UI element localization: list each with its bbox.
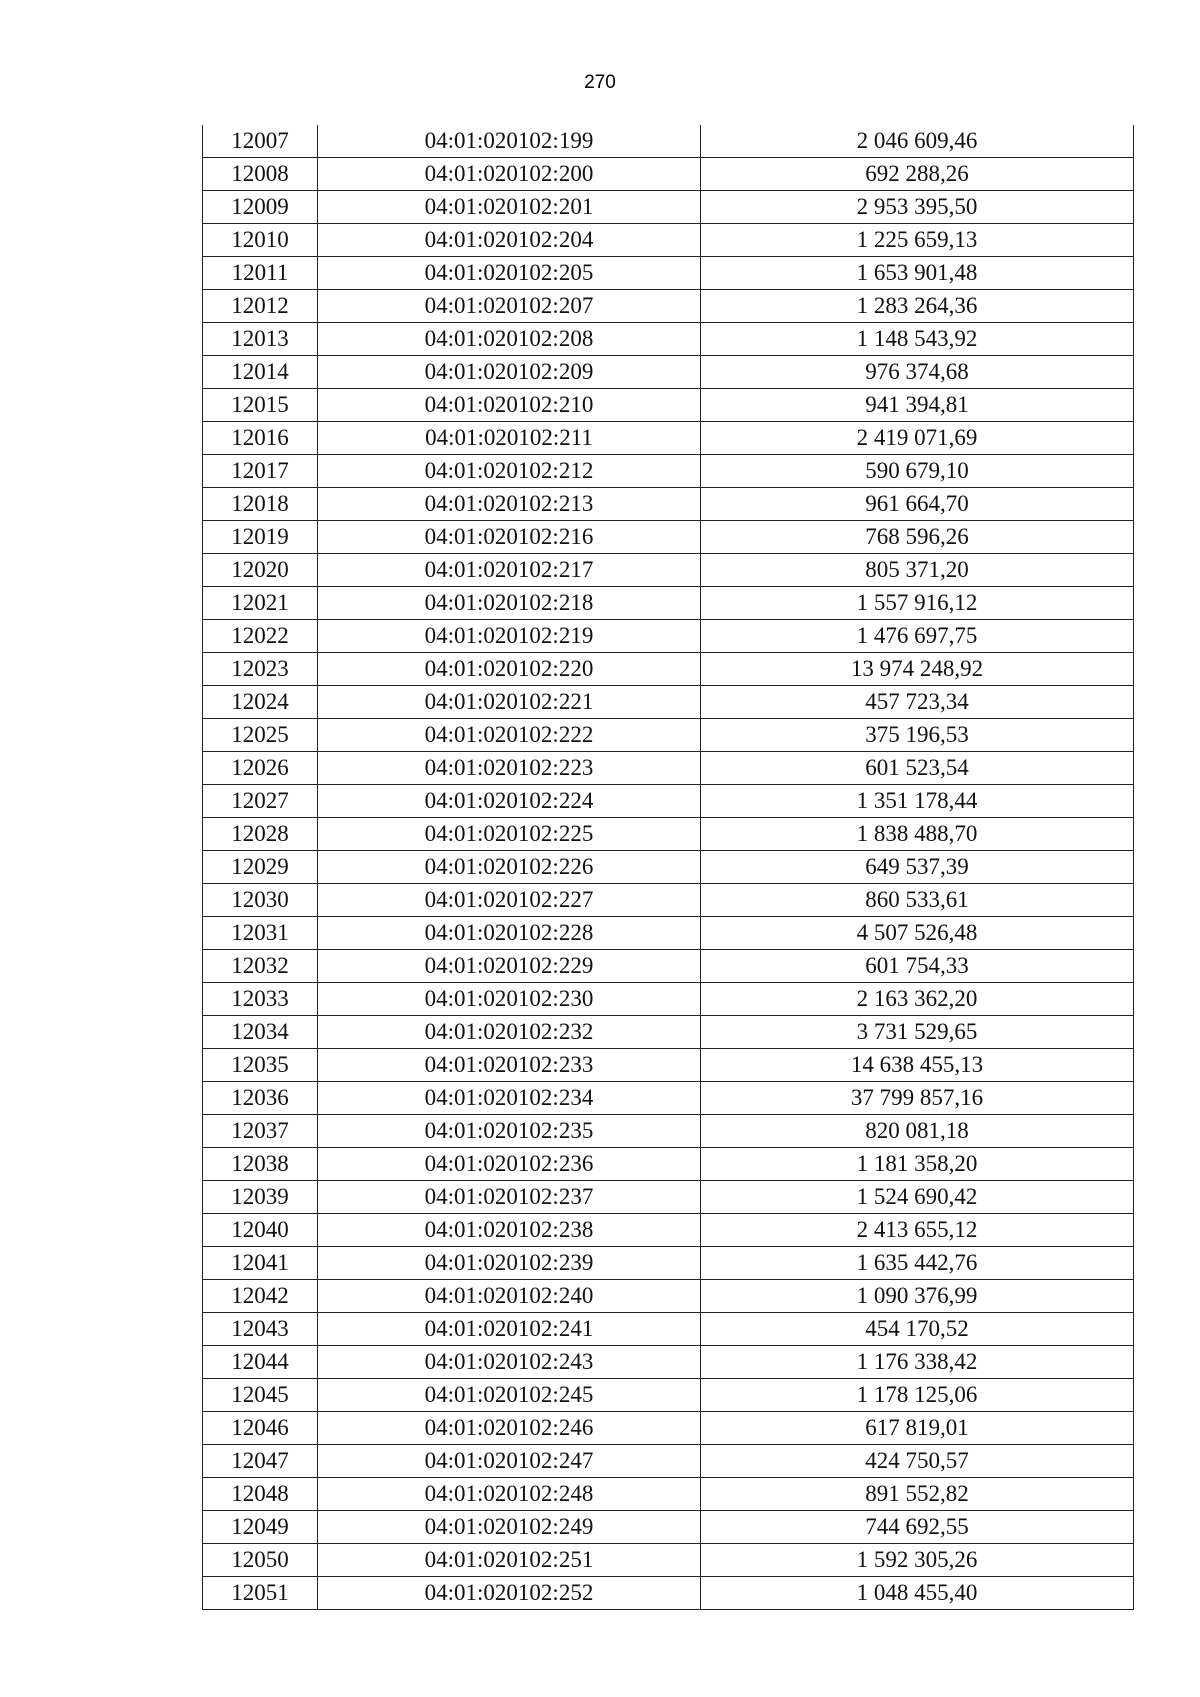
cadastral-number-cell: 04:01:020102:249	[318, 1511, 701, 1544]
cadastral-value-cell: 1 225 659,13	[701, 224, 1134, 257]
cadastral-value-cell: 375 196,53	[701, 719, 1134, 752]
row-number-cell: 12045	[203, 1379, 318, 1412]
row-number-cell: 12039	[203, 1181, 318, 1214]
table-row	[203, 1412, 1134, 1445]
table-row	[203, 1247, 1134, 1280]
cadastral-number-cell: 04:01:020102:219	[318, 620, 701, 653]
cadastral-value-cell: 860 533,61	[701, 884, 1134, 917]
row-number-cell: 12009	[203, 191, 318, 224]
row-number-cell: 12026	[203, 752, 318, 785]
cadastral-value-cell: 617 819,01	[701, 1412, 1134, 1445]
row-number-cell: 12021	[203, 587, 318, 620]
cadastral-number-cell: 04:01:020102:251	[318, 1544, 701, 1577]
cadastral-number-cell: 04:01:020102:237	[318, 1181, 701, 1214]
table-row	[203, 1148, 1134, 1181]
row-number-cell: 12038	[203, 1148, 318, 1181]
table-row	[203, 191, 1134, 224]
cadastral-number-cell: 04:01:020102:234	[318, 1082, 701, 1115]
cadastral-number-cell: 04:01:020102:233	[318, 1049, 701, 1082]
cadastral-value-cell: 1 838 488,70	[701, 818, 1134, 851]
row-number-cell: 12028	[203, 818, 318, 851]
table-row	[203, 1544, 1134, 1577]
table-row	[203, 1115, 1134, 1148]
table-row	[203, 521, 1134, 554]
cadastral-number-cell: 04:01:020102:235	[318, 1115, 701, 1148]
cadastral-number-cell: 04:01:020102:209	[318, 356, 701, 389]
table-row	[203, 1049, 1134, 1082]
cadastral-value-cell: 961 664,70	[701, 488, 1134, 521]
row-number-cell: 12051	[203, 1577, 318, 1610]
cadastral-value-cell: 1 653 901,48	[701, 257, 1134, 290]
cadastral-number-cell: 04:01:020102:204	[318, 224, 701, 257]
cadastral-number-cell: 04:01:020102:208	[318, 323, 701, 356]
table-row	[203, 224, 1134, 257]
cadastral-value-cell: 1 176 338,42	[701, 1346, 1134, 1379]
row-number-cell: 12035	[203, 1049, 318, 1082]
cadastral-number-cell: 04:01:020102:238	[318, 1214, 701, 1247]
table-row	[203, 620, 1134, 653]
row-number-cell: 12047	[203, 1445, 318, 1478]
row-number-cell: 12025	[203, 719, 318, 752]
table-row	[203, 818, 1134, 851]
cadastral-value-cell: 1 178 125,06	[701, 1379, 1134, 1412]
cadastral-value-cell: 13 974 248,92	[701, 653, 1134, 686]
cadastral-number-cell: 04:01:020102:213	[318, 488, 701, 521]
table-row	[203, 785, 1134, 818]
cadastral-number-cell: 04:01:020102:217	[318, 554, 701, 587]
cadastral-value-table	[202, 125, 1134, 1610]
cadastral-value-cell: 1 181 358,20	[701, 1148, 1134, 1181]
cadastral-number-cell: 04:01:020102:240	[318, 1280, 701, 1313]
cadastral-number-cell: 04:01:020102:220	[318, 653, 701, 686]
cadastral-number-cell: 04:01:020102:245	[318, 1379, 701, 1412]
table-row	[203, 587, 1134, 620]
cadastral-value-cell: 1 048 455,40	[701, 1577, 1134, 1610]
table-row	[203, 158, 1134, 191]
cadastral-value-cell: 454 170,52	[701, 1313, 1134, 1346]
cadastral-value-cell: 1 557 916,12	[701, 587, 1134, 620]
row-number-cell: 12032	[203, 950, 318, 983]
table-row	[203, 1181, 1134, 1214]
table-row	[203, 356, 1134, 389]
cadastral-number-cell: 04:01:020102:201	[318, 191, 701, 224]
cadastral-value-cell: 1 283 264,36	[701, 290, 1134, 323]
row-number-cell: 12041	[203, 1247, 318, 1280]
table-row	[203, 1016, 1134, 1049]
table-row	[203, 917, 1134, 950]
row-number-cell: 12034	[203, 1016, 318, 1049]
page-number: 270	[584, 72, 616, 93]
cadastral-value-cell: 2 419 071,69	[701, 422, 1134, 455]
cadastral-value-cell: 1 635 442,76	[701, 1247, 1134, 1280]
cadastral-value-cell: 1 148 543,92	[701, 323, 1134, 356]
row-number-cell: 12012	[203, 290, 318, 323]
cadastral-value-cell: 976 374,68	[701, 356, 1134, 389]
cadastral-value-cell: 1 351 178,44	[701, 785, 1134, 818]
table-row	[203, 554, 1134, 587]
row-number-cell: 12029	[203, 851, 318, 884]
cadastral-value-cell: 3 731 529,65	[701, 1016, 1134, 1049]
row-number-cell: 12043	[203, 1313, 318, 1346]
table-row	[203, 1082, 1134, 1115]
cadastral-value-cell: 457 723,34	[701, 686, 1134, 719]
cadastral-number-cell: 04:01:020102:232	[318, 1016, 701, 1049]
cadastral-value-cell: 2 953 395,50	[701, 191, 1134, 224]
cadastral-value-cell: 37 799 857,16	[701, 1082, 1134, 1115]
cadastral-number-cell: 04:01:020102:224	[318, 785, 701, 818]
cadastral-number-cell: 04:01:020102:218	[318, 587, 701, 620]
cadastral-number-cell: 04:01:020102:200	[318, 158, 701, 191]
cadastral-value-cell: 601 754,33	[701, 950, 1134, 983]
table-row	[203, 1577, 1134, 1610]
cadastral-number-cell: 04:01:020102:227	[318, 884, 701, 917]
cadastral-number-cell: 04:01:020102:207	[318, 290, 701, 323]
cadastral-value-cell: 2 413 655,12	[701, 1214, 1134, 1247]
row-number-cell: 12049	[203, 1511, 318, 1544]
cadastral-number-cell: 04:01:020102:236	[318, 1148, 701, 1181]
cadastral-number-cell: 04:01:020102:222	[318, 719, 701, 752]
cadastral-number-cell: 04:01:020102:205	[318, 257, 701, 290]
table-row	[203, 983, 1134, 1016]
cadastral-value-cell: 820 081,18	[701, 1115, 1134, 1148]
row-number-cell: 12036	[203, 1082, 318, 1115]
cadastral-value-cell: 2 046 609,46	[701, 125, 1134, 158]
cadastral-number-cell: 04:01:020102:230	[318, 983, 701, 1016]
cadastral-number-cell: 04:01:020102:210	[318, 389, 701, 422]
cadastral-number-cell: 04:01:020102:239	[318, 1247, 701, 1280]
cadastral-value-cell: 744 692,55	[701, 1511, 1134, 1544]
row-number-cell: 12030	[203, 884, 318, 917]
table-row	[203, 1379, 1134, 1412]
row-number-cell: 12016	[203, 422, 318, 455]
cadastral-value-cell: 2 163 362,20	[701, 983, 1134, 1016]
row-number-cell: 12040	[203, 1214, 318, 1247]
cadastral-number-cell: 04:01:020102:226	[318, 851, 701, 884]
row-number-cell: 12013	[203, 323, 318, 356]
table-row	[203, 1511, 1134, 1544]
table-row	[203, 323, 1134, 356]
table-row	[203, 422, 1134, 455]
row-number-cell: 12046	[203, 1412, 318, 1445]
table-row	[203, 653, 1134, 686]
cadastral-value-cell: 14 638 455,13	[701, 1049, 1134, 1082]
row-number-cell: 12011	[203, 257, 318, 290]
cadastral-number-cell: 04:01:020102:248	[318, 1478, 701, 1511]
table-row	[203, 1445, 1134, 1478]
cadastral-value-cell: 805 371,20	[701, 554, 1134, 587]
row-number-cell: 12027	[203, 785, 318, 818]
row-number-cell: 12033	[203, 983, 318, 1016]
table-row	[203, 851, 1134, 884]
cadastral-number-cell: 04:01:020102:211	[318, 422, 701, 455]
cadastral-number-cell: 04:01:020102:243	[318, 1346, 701, 1379]
row-number-cell: 12037	[203, 1115, 318, 1148]
cadastral-value-cell: 1 090 376,99	[701, 1280, 1134, 1313]
cadastral-value-cell: 1 524 690,42	[701, 1181, 1134, 1214]
row-number-cell: 12048	[203, 1478, 318, 1511]
cadastral-value-cell: 424 750,57	[701, 1445, 1134, 1478]
cadastral-number-cell: 04:01:020102:225	[318, 818, 701, 851]
table-row	[203, 1280, 1134, 1313]
table-row	[203, 719, 1134, 752]
table-row	[203, 290, 1134, 323]
row-number-cell: 12050	[203, 1544, 318, 1577]
row-number-cell: 12017	[203, 455, 318, 488]
row-number-cell: 12019	[203, 521, 318, 554]
table-row	[203, 1214, 1134, 1247]
cadastral-value-cell: 4 507 526,48	[701, 917, 1134, 950]
cadastral-value-cell: 768 596,26	[701, 521, 1134, 554]
row-number-cell: 12020	[203, 554, 318, 587]
cadastral-number-cell: 04:01:020102:229	[318, 950, 701, 983]
cadastral-value-cell: 941 394,81	[701, 389, 1134, 422]
table-row	[203, 950, 1134, 983]
table-row	[203, 884, 1134, 917]
row-number-cell: 12042	[203, 1280, 318, 1313]
row-number-cell: 12044	[203, 1346, 318, 1379]
row-number-cell: 12008	[203, 158, 318, 191]
cadastral-number-cell: 04:01:020102:223	[318, 752, 701, 785]
row-number-cell: 12022	[203, 620, 318, 653]
cadastral-value-cell: 590 679,10	[701, 455, 1134, 488]
table-row	[203, 1478, 1134, 1511]
cadastral-value-cell: 1 476 697,75	[701, 620, 1134, 653]
cadastral-number-cell: 04:01:020102:247	[318, 1445, 701, 1478]
table-row	[203, 125, 1134, 158]
table-row	[203, 752, 1134, 785]
table-row	[203, 488, 1134, 521]
table-row	[203, 257, 1134, 290]
cadastral-number-cell: 04:01:020102:199	[318, 125, 701, 158]
row-number-cell: 12010	[203, 224, 318, 257]
cadastral-number-cell: 04:01:020102:246	[318, 1412, 701, 1445]
table-row	[203, 1346, 1134, 1379]
row-number-cell: 12031	[203, 917, 318, 950]
cadastral-number-cell: 04:01:020102:216	[318, 521, 701, 554]
row-number-cell: 12014	[203, 356, 318, 389]
table-row	[203, 686, 1134, 719]
cadastral-number-cell: 04:01:020102:241	[318, 1313, 701, 1346]
cadastral-number-cell: 04:01:020102:221	[318, 686, 701, 719]
row-number-cell: 12015	[203, 389, 318, 422]
cadastral-value-cell: 1 592 305,26	[701, 1544, 1134, 1577]
cadastral-number-cell: 04:01:020102:228	[318, 917, 701, 950]
cadastral-number-cell: 04:01:020102:212	[318, 455, 701, 488]
row-number-cell: 12018	[203, 488, 318, 521]
row-number-cell: 12007	[203, 125, 318, 158]
table-row	[203, 1313, 1134, 1346]
table-row	[203, 455, 1134, 488]
cadastral-number-cell: 04:01:020102:252	[318, 1577, 701, 1610]
table-row	[203, 389, 1134, 422]
cadastral-value-cell: 601 523,54	[701, 752, 1134, 785]
cadastral-value-cell: 692 288,26	[701, 158, 1134, 191]
table-body	[203, 125, 1134, 1610]
row-number-cell: 12023	[203, 653, 318, 686]
cadastral-value-cell: 649 537,39	[701, 851, 1134, 884]
cadastral-value-cell: 891 552,82	[701, 1478, 1134, 1511]
row-number-cell: 12024	[203, 686, 318, 719]
